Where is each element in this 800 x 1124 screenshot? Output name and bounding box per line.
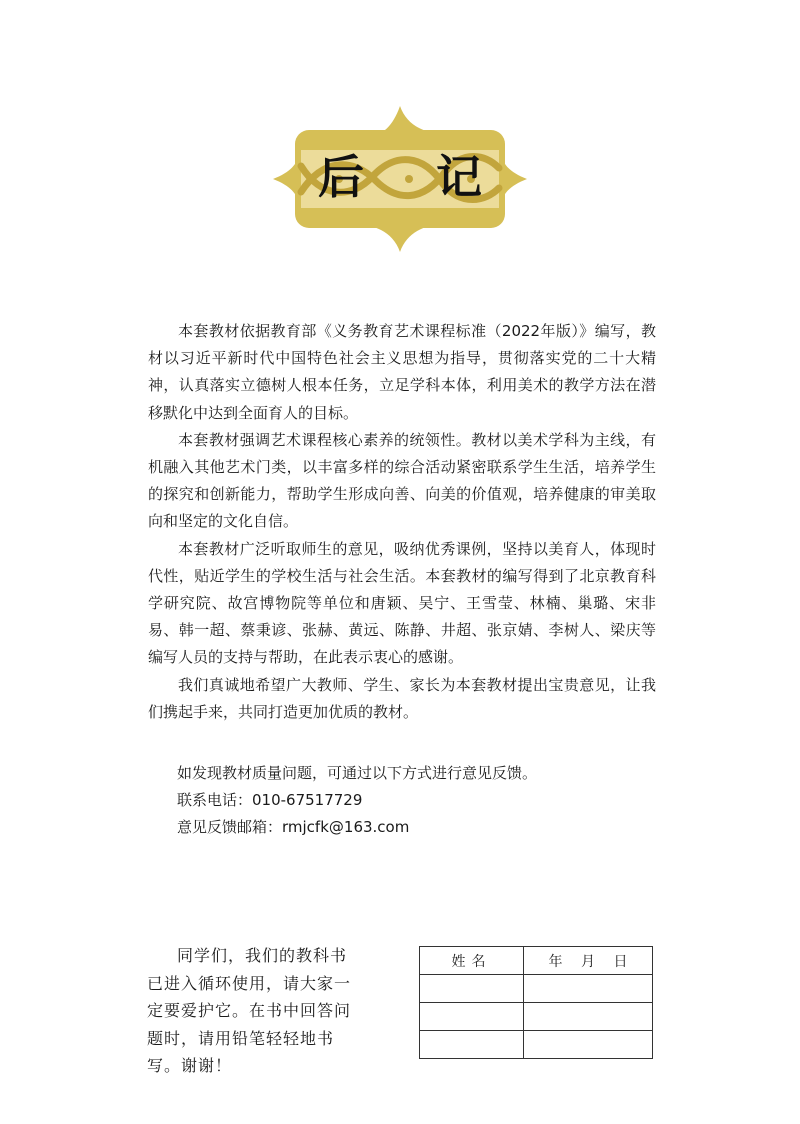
- afterword-body: [148, 318, 656, 726]
- feedback-email: 意见反馈邮箱：rmjcfk@163.com: [177, 818, 410, 836]
- header-name: 姓名: [420, 947, 524, 975]
- table-row: [420, 1003, 653, 1031]
- table-header-row: [420, 947, 653, 975]
- date-cell[interactable]: [524, 1003, 653, 1031]
- paragraph-2: 本套教材强调艺术课程核心素养的统领性。教材以美术学科为主线，有机融入其他艺术门类，以丰富多样的综合活动紧密联系学生生活，培养学生的探究和创新能力，帮助学生形成向善、向美的价值观，培养健康的审美取向和坚定的文化自信。: [148, 430, 656, 531]
- notice-text: 同学们，我们的教科书已进入循环使用，请大家一定要爱护它。在书中回答问题时，请用铅笔轻轻地书写。谢谢！: [147, 946, 352, 1075]
- table-row: [420, 1031, 653, 1059]
- page-title: 后 记: [317, 150, 510, 204]
- date-cell[interactable]: [524, 975, 653, 1003]
- book-usage-record-table: [419, 946, 653, 1059]
- feedback-info: [177, 760, 537, 841]
- name-cell[interactable]: [420, 1003, 524, 1031]
- table-row: [420, 975, 653, 1003]
- feedback-intro: 如发现教材质量问题，可通过以下方式进行意见反馈。: [177, 764, 538, 782]
- paragraph-3: 本套教材广泛听取师生的意见，吸纳优秀课例，坚持以美育人，体现时代性，贴近学生的学校生活与社会生活。本套教材的编写得到了北京教育科学研究院、故宫博物院等单位和唐颖、吴宁、王雪莹、林楠、巢璐、宋非易、韩一超、蔡秉谚、张赫、黄远、陈静、井超、张京婧、李树人、梁庆等编写人员的支持与帮助，在此表示衷心的感谢。: [148, 539, 656, 667]
- name-cell[interactable]: [420, 975, 524, 1003]
- paragraph-4: 我们真诚地希望广大教师、学生、家长为本套教材提出宝贵意见，让我们携起手来，共同打造更加优质的教材。: [148, 675, 656, 721]
- date-cell[interactable]: [524, 1031, 653, 1059]
- feedback-phone: 联系电话：010-67517729: [177, 791, 363, 809]
- paragraph-1: 本套教材依据教育部《义务教育艺术课程标准（2022年版）》编写，教材以习近平新时代中国特色社会主义思想为指导，贯彻落实党的二十大精神，认真落实立德树人根本任务，立足学科本体，利用美术的教学方法在潜移默化中达到全面育人的目标。: [148, 322, 656, 422]
- header-date: 年 月 日: [524, 947, 653, 975]
- name-cell[interactable]: [420, 1031, 524, 1059]
- book-care-notice: [147, 942, 357, 1080]
